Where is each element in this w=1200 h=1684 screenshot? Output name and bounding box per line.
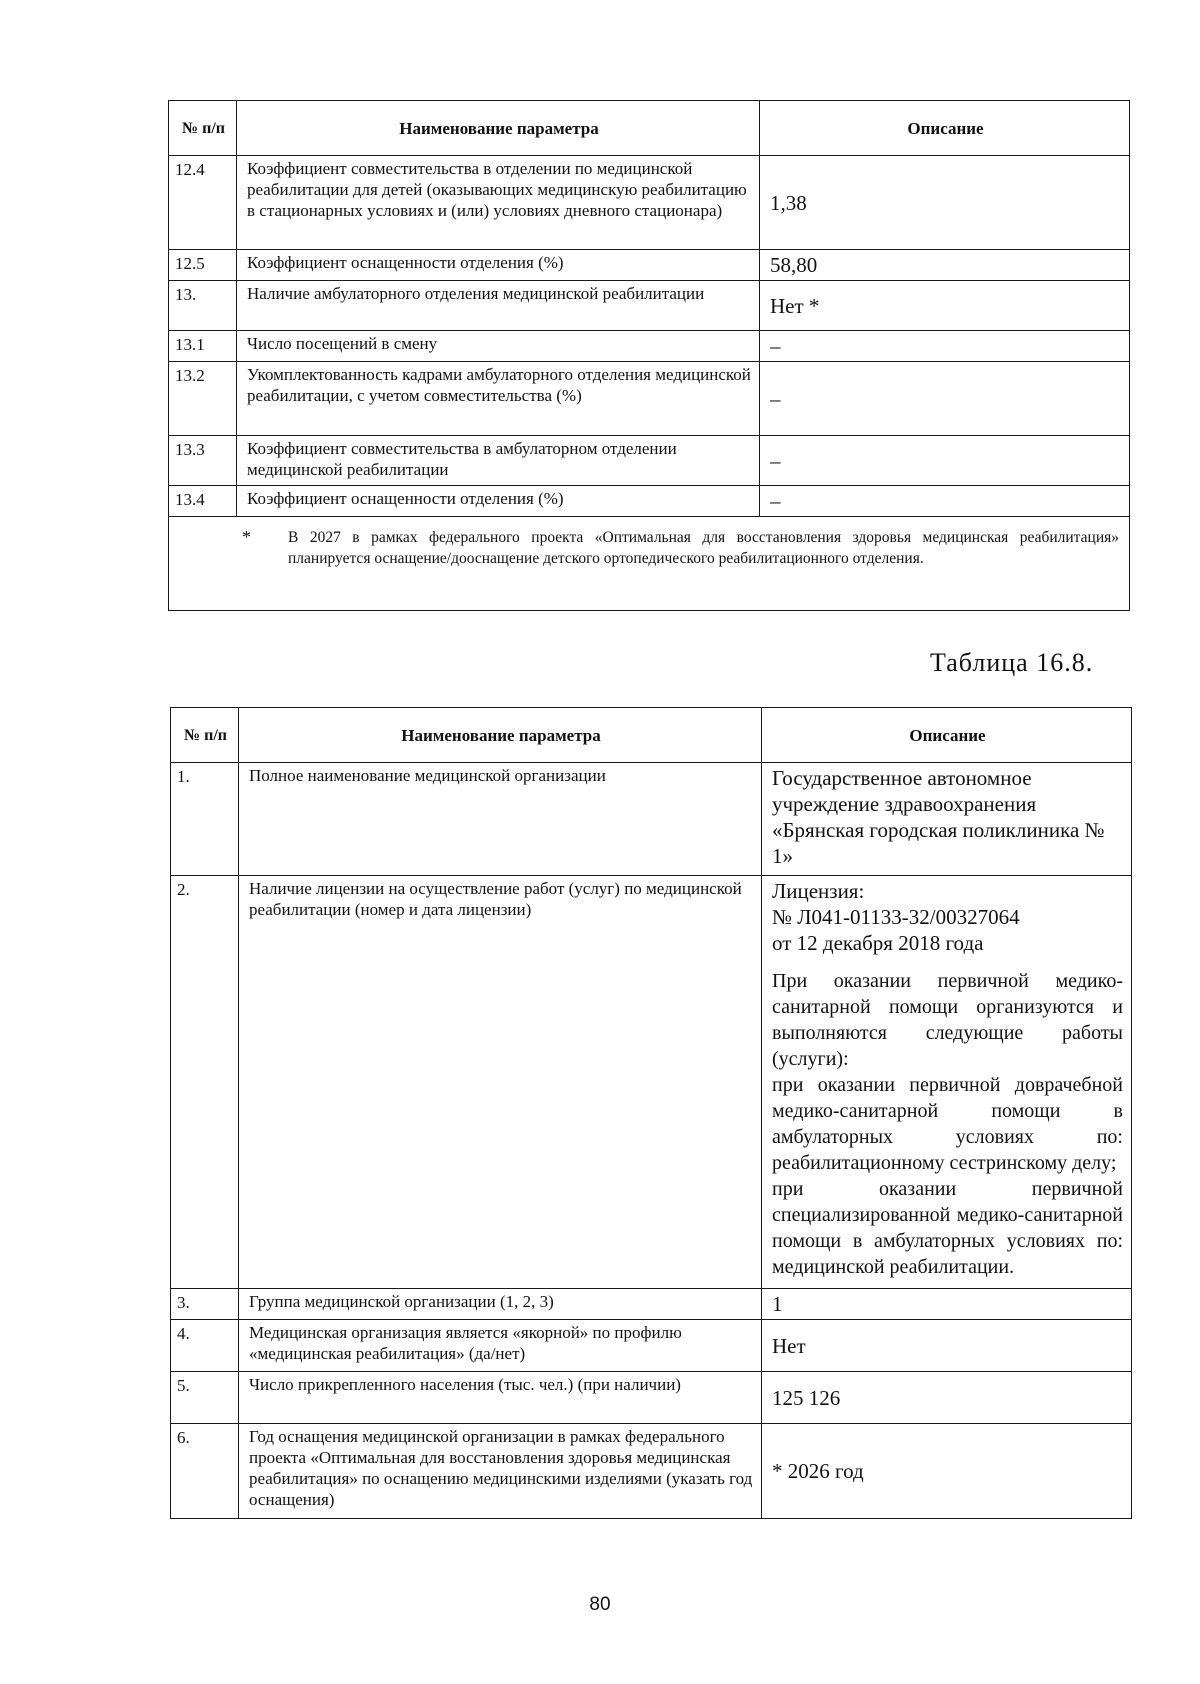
table-row [171,876,1132,1289]
table-row [171,1320,1132,1372]
header-desc: Описание [762,708,1132,763]
row-num: 13.1 [169,331,237,362]
row-desc: 125 126 [762,1372,1132,1424]
row-param: Наличие амбулаторного отделения медицинской реабилитации [237,281,760,331]
footnote-star: * [242,527,251,547]
row-desc: – [760,436,1130,486]
table-row [169,281,1130,331]
license-scope-intro: При оказании первичной медико-санитарной помощи организуются и выполняются следующие работы (услуги): [772,970,1123,1070]
table-continuation [168,100,1130,611]
row-param: Коэффициент совместительства в амбулаторном отделении медицинской реабилитации [237,436,760,486]
row-param: Медицинская организация является «якорной» по профилю «медицинская реабилитация» (да/нет) [239,1320,762,1372]
header-num: № п/п [169,101,237,156]
license-label: Лицензия: [772,879,865,903]
row-num: 13.2 [169,362,237,436]
header-param: Наименование параметра [237,101,760,156]
row-desc: * 2026 год [762,1424,1132,1519]
row-desc [762,876,1132,1289]
footnote-text: В 2027 в рамках федерального проекта «Оптимальная для восстановления здоровья медицинская реабилитация» планируется оснащение/дооснащение детского ортопедического реабилитационного отделения. [288,529,1119,567]
row-param: Коэффициент совместительства в отделении по медицинской реабилитации для детей (оказывающих медицинскую реабилитацию в стационарных условиях и (или) условиях дневного стационара) [237,156,760,250]
row-num: 13.4 [169,486,237,517]
footnote-row [169,517,1130,611]
page-number: 80 [589,1594,611,1615]
row-num: 2. [171,876,239,1289]
table-row [169,250,1130,281]
header-num: № п/п [171,708,239,763]
table-row [169,331,1130,362]
table-row [169,156,1130,250]
table-row [169,362,1130,436]
row-desc: Нет [762,1320,1132,1372]
row-param: Число прикрепленного населения (тыс. чел.) (при наличии) [239,1372,762,1424]
header-param: Наименование параметра [239,708,762,763]
row-param: Наличие лицензии на осуществление работ (услуг) по медицинской реабилитации (номер и дата лицензии) [239,876,762,1289]
row-param: Год оснащения медицинской организации в рамках федерального проекта «Оптимальная для восстановления здоровья медицинская реабилитация» по оснащению медицинскими изделиями (указать год оснащения) [239,1424,762,1519]
header-desc: Описание [760,101,1130,156]
row-desc: 1 [762,1289,1132,1320]
row-num: 12.4 [169,156,237,250]
license-scope-item: при оказании первичной специализированной медико-санитарной помощи в амбулаторных условиях по: медицинской реабилитации. [772,1178,1123,1278]
footnote-cell [169,517,1130,611]
row-num: 12.5 [169,250,237,281]
row-desc: 58,80 [760,250,1130,281]
table-16-8 [170,707,1132,1519]
table-header-row [171,708,1132,763]
table-row [171,763,1132,876]
table-row [169,436,1130,486]
table-row [171,1289,1132,1320]
row-desc: Нет * [760,281,1130,331]
row-desc: Государственное автономное учреждение здравоохранения «Брянская городская поликлиника № 1» [762,763,1132,876]
row-param: Полное наименование медицинской организации [239,763,762,876]
table-row [169,486,1130,517]
row-num: 5. [171,1372,239,1424]
row-desc: – [760,362,1130,436]
row-num: 6. [171,1424,239,1519]
row-num: 3. [171,1289,239,1320]
row-param: Укомплектованность кадрами амбулаторного отделения медицинской реабилитации, с учетом совместительства (%) [237,362,760,436]
row-param: Коэффициент оснащенности отделения (%) [237,486,760,517]
row-num: 1. [171,763,239,876]
license-number: № Л041-01133-32/00327064 [772,905,1020,929]
row-num: 4. [171,1320,239,1372]
row-num: 13.3 [169,436,237,486]
row-param: Коэффициент оснащенности отделения (%) [237,250,760,281]
table-header-row [169,101,1130,156]
row-desc: 1,38 [760,156,1130,250]
license-date: от 12 декабря 2018 года [772,931,984,955]
table-row [171,1372,1132,1424]
table-row [171,1424,1132,1519]
row-num: 13. [169,281,237,331]
row-desc: – [760,331,1130,362]
table-caption: Таблица 16.8. [930,648,1094,677]
license-scope-item: при оказании первичной доврачебной медико-санитарной помощи в амбулаторных условиях по: реабилитационному сестринскому делу; [772,1074,1123,1174]
row-param: Группа медицинской организации (1, 2, 3) [239,1289,762,1320]
row-param: Число посещений в смену [237,331,760,362]
row-desc: – [760,486,1130,517]
